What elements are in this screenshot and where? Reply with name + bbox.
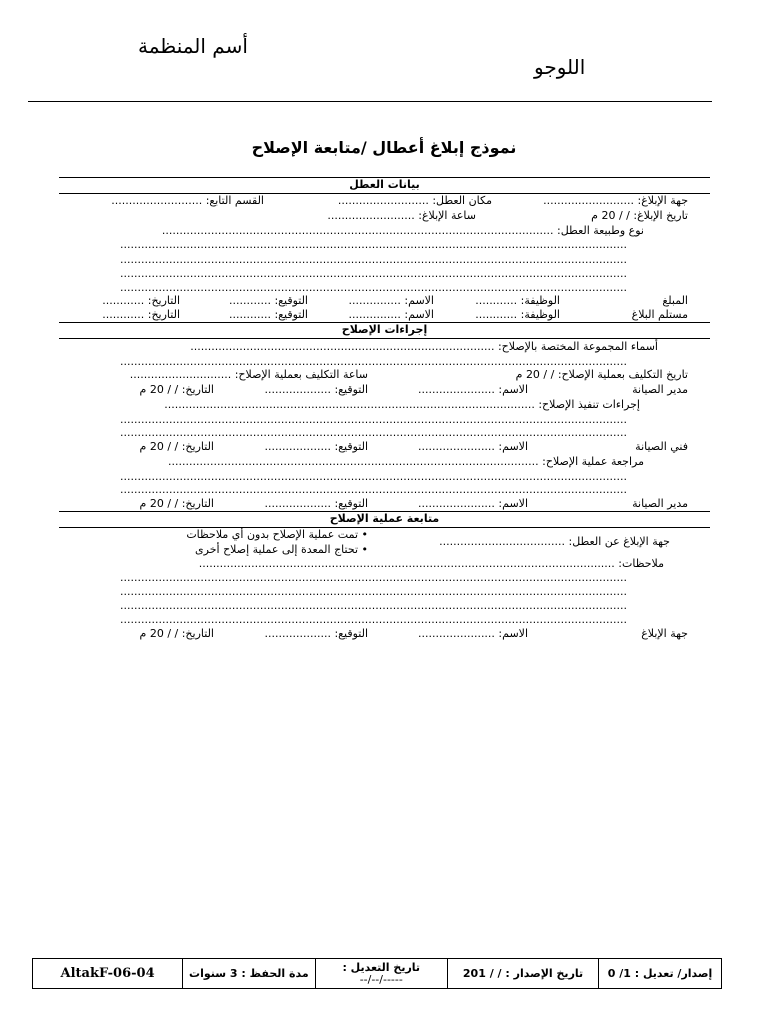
label-maintenance-manager-2: مدير الصيانة [632, 497, 688, 510]
field-reporter-job: الوظيفة: ............ [475, 294, 560, 307]
issue-date: تاريخ الإصدار : / / 201 [448, 959, 599, 989]
field-fault-nature: نوع وطبيعة العطل: ................................................................................................................ [161, 224, 644, 237]
field-assign-date: تاريخ التكليف بعملية الإصلاح: / / 20 م [515, 368, 688, 381]
dotted-line: ................................................................................................................................................. [120, 239, 628, 251]
field-followup-report-party: جهة الإبلاغ عن العطل: .................................... [439, 535, 670, 548]
field-manager2-name: الاسم: ...................... [418, 497, 528, 510]
label-recipient: مستلم البلاغ [631, 308, 688, 321]
field-department: القسم التابع: .......................... [111, 194, 264, 207]
modification-date-label: تاريخ التعديل : [342, 960, 421, 974]
dotted-line: ................................................................................................................................................. [120, 427, 628, 439]
field-manager-date: التاريخ: / / 20 م [139, 383, 214, 396]
field-reporter-name: الاسم: ............... [348, 294, 434, 307]
dotted-line: ................................................................................................................................................. [120, 572, 628, 584]
bullet-repair-done: • تمت عملية الإصلاح بدون أي ملاحظات [186, 528, 368, 541]
retention-period: مدة الحفظ : 3 سنوات [183, 959, 315, 989]
field-manager-sign: التوقيع: ................... [264, 383, 368, 396]
field-final-name: الاسم: ...................... [418, 627, 528, 640]
field-report-party: جهة الإبلاغ: .......................... [543, 194, 688, 207]
field-reporter-date: التاريخ: ............ [102, 294, 180, 307]
dotted-line: ................................................................................................................................................. [120, 586, 628, 598]
field-recipient-name: الاسم: ............... [348, 308, 434, 321]
dotted-line: ................................................................................................................................................. [120, 484, 628, 496]
field-recipient-sign: التوقيع: ............ [228, 308, 308, 321]
section-repair-followup: متابعة عملية الإصلاح [59, 511, 710, 528]
label-maintenance-technician: فني الصيانة [635, 440, 688, 453]
dotted-line: ................................................................................................................................................. [120, 356, 628, 368]
field-manager2-sign: التوقيع: ................... [264, 497, 368, 510]
field-repair-steps: إجراءات تنفيذ الإصلاح: .......................................................................................................... [164, 398, 640, 411]
modification-date-value: -----/--/-- [359, 972, 403, 986]
field-reporter-sign: التوقيع: ............ [228, 294, 308, 307]
label-report-party-final: جهة الإبلاغ [641, 627, 688, 640]
field-notes: ملاحظات: ....................................................................................................................... [198, 557, 664, 570]
field-fault-location: مكان العطل: .......................... [337, 194, 492, 207]
bullet-needs-repair: • تحتاج المعدة إلى عملية إصلاح أخرى [195, 543, 368, 556]
field-tech-name: الاسم: ...................... [418, 440, 528, 453]
field-recipient-date: التاريخ: ............ [102, 308, 180, 321]
dotted-line: ................................................................................................................................................. [120, 414, 628, 426]
logo-placeholder: اللوجو [534, 55, 586, 79]
dotted-line: ................................................................................................................................................. [120, 471, 628, 483]
section-repair-actions: إجراءات الإصلاح [59, 322, 710, 339]
label-maintenance-manager: مدير الصيانة [632, 383, 688, 396]
header-divider [28, 101, 712, 102]
organization-name: أسم المنظمة [138, 34, 248, 58]
field-final-sign: التوقيع: ................... [264, 627, 368, 640]
form-code: AltakF-06-04 [33, 959, 183, 989]
field-report-time: ساعة الإبلاغ: ......................... [327, 209, 476, 222]
field-report-date: تاريخ الإبلاغ: / / 20 م [591, 209, 688, 222]
field-group-names: أسماء المجموعة المختصة بالإصلاح: ....................................................................................... [190, 340, 658, 353]
field-tech-sign: التوقيع: ................... [264, 440, 368, 453]
field-assign-time: ساعة التكليف بعملية الإصلاح: ............................. [129, 368, 368, 381]
modification-date [315, 959, 447, 989]
footer-table [32, 958, 722, 989]
label-reporter: المبلغ [662, 294, 688, 307]
field-tech-date: التاريخ: / / 20 م [139, 440, 214, 453]
field-manager-name: الاسم: ...................... [418, 383, 528, 396]
field-manager2-date: التاريخ: / / 20 م [139, 497, 214, 510]
field-recipient-job: الوظيفة: ............ [475, 308, 560, 321]
dotted-line: ................................................................................................................................................. [120, 282, 628, 294]
field-final-date: التاريخ: / / 20 م [139, 627, 214, 640]
dotted-line: ................................................................................................................................................. [120, 268, 628, 280]
dotted-line: ................................................................................................................................................. [120, 614, 628, 626]
version-info: إصدار/ تعديل : 1/ 0 [599, 959, 722, 989]
field-repair-review: مراجعة عملية الإصلاح: .......................................................................................................... [168, 455, 644, 468]
form-title: نموذج إبلاغ أعطال /متابعة الإصلاح [251, 138, 517, 157]
section-fault-data: بيانات العطل [59, 177, 710, 194]
dotted-line: ................................................................................................................................................. [120, 600, 628, 612]
dotted-line: ................................................................................................................................................. [120, 254, 628, 266]
